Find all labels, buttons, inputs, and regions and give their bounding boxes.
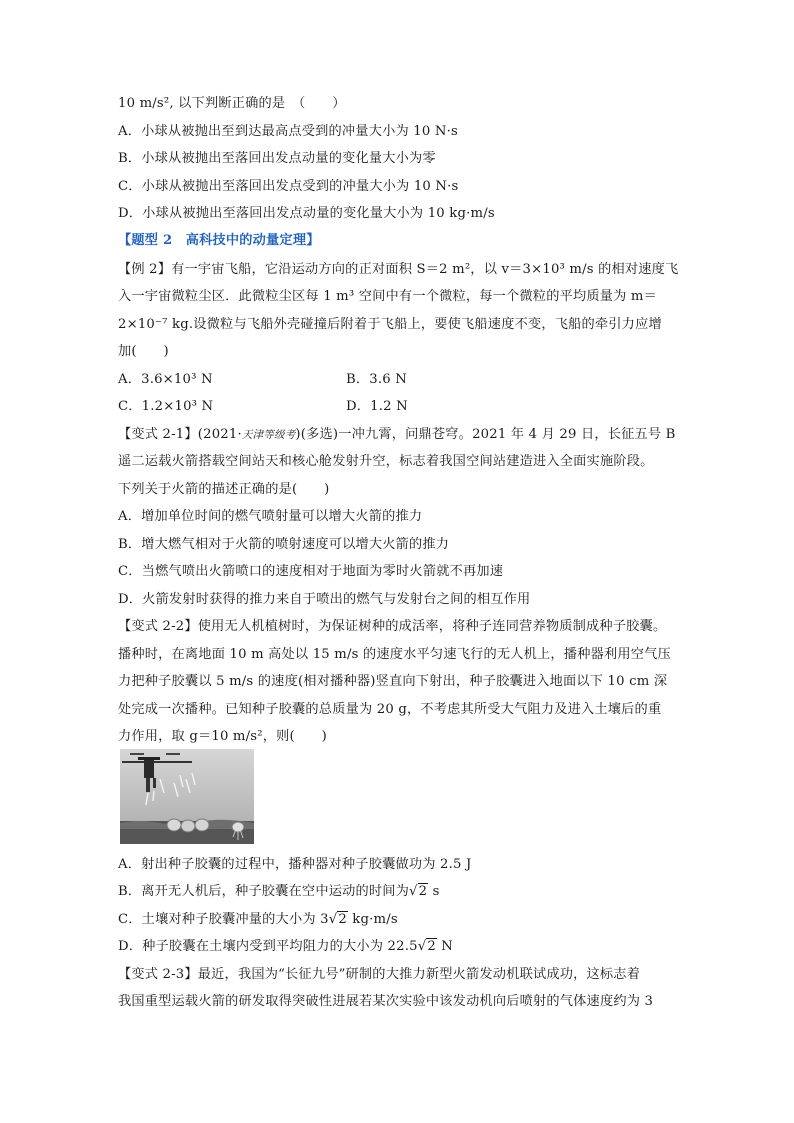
- variant22-option-b: [118, 883, 440, 901]
- variant21-option-c: C．当燃气喷出火箭喷口的速度相对于地面为零时火箭就不再加速: [118, 564, 504, 579]
- option-d: D．小球从被抛出至落回出发点动量的变化量大小为 10 kg·m/s: [118, 206, 495, 221]
- drone-illustration: [120, 749, 254, 844]
- variant22-line4: 处完成一次播种。已知种子胶囊的总质量为 20 g，不考虑其所受大气阻力及进入土壤后的重: [118, 702, 662, 717]
- option-d-unit: N: [436, 939, 454, 954]
- variant22-option-c: [118, 911, 398, 929]
- variant21-source: 天津等级考: [241, 429, 296, 441]
- example2-options-row2: [118, 398, 408, 416]
- sqrt-radicand: 2: [338, 912, 347, 927]
- variant22-option-a: A．射出种子胶囊的过程中，播种器对种子胶囊做功为 2.5 J: [118, 857, 472, 872]
- example2-option-d: D．1.2 N: [346, 399, 408, 414]
- sqrt-radicand: 2: [427, 939, 436, 954]
- variant23-line2: 我国重型运载火箭的研发取得突破性进展若某次实验中该发动机向后喷射的气体速度约为 3: [118, 994, 654, 1009]
- variant21-line3: 下列关于火箭的描述正确的是( ): [118, 482, 330, 497]
- option-b-unit: s: [428, 884, 440, 899]
- sqrt-radicand: 2: [418, 884, 428, 899]
- variant23-line1: 【变式 2-3】最近，我国为“长征九号”研制的大推力新型火箭发动机联试成功，这标志着: [118, 967, 641, 982]
- variant21-option-a: A．增加单位时间的燃气喷射量可以增大火箭的推力: [118, 509, 423, 524]
- option-c-unit: kg·m/s: [347, 912, 398, 927]
- example2-option-b: B．3.6 N: [346, 372, 407, 387]
- variant22-line2: 播种时，在离地面 10 m 高处以 15 m/s 的速度水平匀速飞行的无人机上，播种器利用空气压: [118, 647, 671, 662]
- option-a: A．小球从被抛出至到达最高点受到的冲量大小为 10 N·s: [118, 124, 458, 139]
- option-c: C．小球从被抛出至落回出发点受到的冲量大小为 10 N·s: [118, 179, 459, 194]
- option-b: B．小球从被抛出至落回出发点动量的变化量大小为零: [118, 151, 436, 166]
- drone-seeding-photo: [120, 749, 254, 844]
- variant21-option-b: B．增大燃气相对于火箭的喷射速度可以增大火箭的推力: [118, 537, 450, 552]
- example2-option-a: A．3.6×10³ N: [118, 372, 213, 387]
- example2-line4: 加( ): [118, 344, 169, 359]
- variant22-line1: 【变式 2-2】使用无人机植树时，为保证树种的成活率，将种子连同营养物质制成种子胶囊。: [118, 619, 667, 634]
- variant22-option-d: [118, 938, 453, 956]
- variant21-line2: 遥二运载火箭搭载空间站天和核心舱发射升空，标志着我国空间站建造进入全面实施阶段。: [118, 454, 654, 469]
- example2-option-c: C．1.2×10³ N: [118, 399, 214, 414]
- example2-options-row1: [118, 371, 407, 389]
- option-c-text: C．土壤对种子胶囊冲量的大小为 3: [118, 912, 329, 927]
- question-stem-end: 10 m/s², 以下判断正确的是 （ ）: [118, 96, 346, 111]
- variant22-line3: 力把种子胶囊以 5 m/s 的速度(相对播种器)竖直向下射出，种子胶囊进入地面以下 10 cm 深: [118, 674, 668, 689]
- sqrt-symbol: √2: [409, 884, 428, 899]
- variant21-option-d: D．火箭发射时获得的推力来自于喷出的燃气与发射台之间的相互作用: [118, 592, 531, 607]
- example2-line3: 2×10⁻⁷ kg.设微粒与飞船外壳碰撞后附着于飞船上，要使飞船速度不变，飞船的牵引力应增: [118, 317, 662, 332]
- example2-line1: 【例 2】有一宇宙飞船，它沿运动方向的正对面积 S＝2 m²，以 v＝3×10³ m/s 的相对速度飞: [118, 262, 679, 277]
- variant21-prefix: 【变式 2-1】(2021·: [118, 427, 242, 442]
- variant22-line5: 力作用，取 g＝10 m/s²，则( ): [118, 729, 327, 744]
- option-d-text: D．种子胶囊在土壤内受到平均阻力的大小为 22.5: [118, 939, 418, 954]
- option-b-text: B．离开无人机后，种子胶囊在空中运动的时间为: [118, 884, 410, 899]
- variant21-rest: )(多选)一冲九霄，问鼎苍穹。2021 年 4 月 29 日，长征五号 B: [295, 427, 676, 442]
- section-heading: 【题型 2 高科技中的动量定理】: [118, 233, 320, 248]
- sqrt-symbol: √2: [417, 939, 436, 954]
- sqrt-symbol: √2: [328, 912, 347, 927]
- variant21-line1: [118, 426, 676, 444]
- example2-line2: 入一宇宙微粒尘区．此微粒尘区每 1 m³ 空间中有一个微粒，每一个微粒的平均质量为 m＝: [118, 289, 658, 304]
